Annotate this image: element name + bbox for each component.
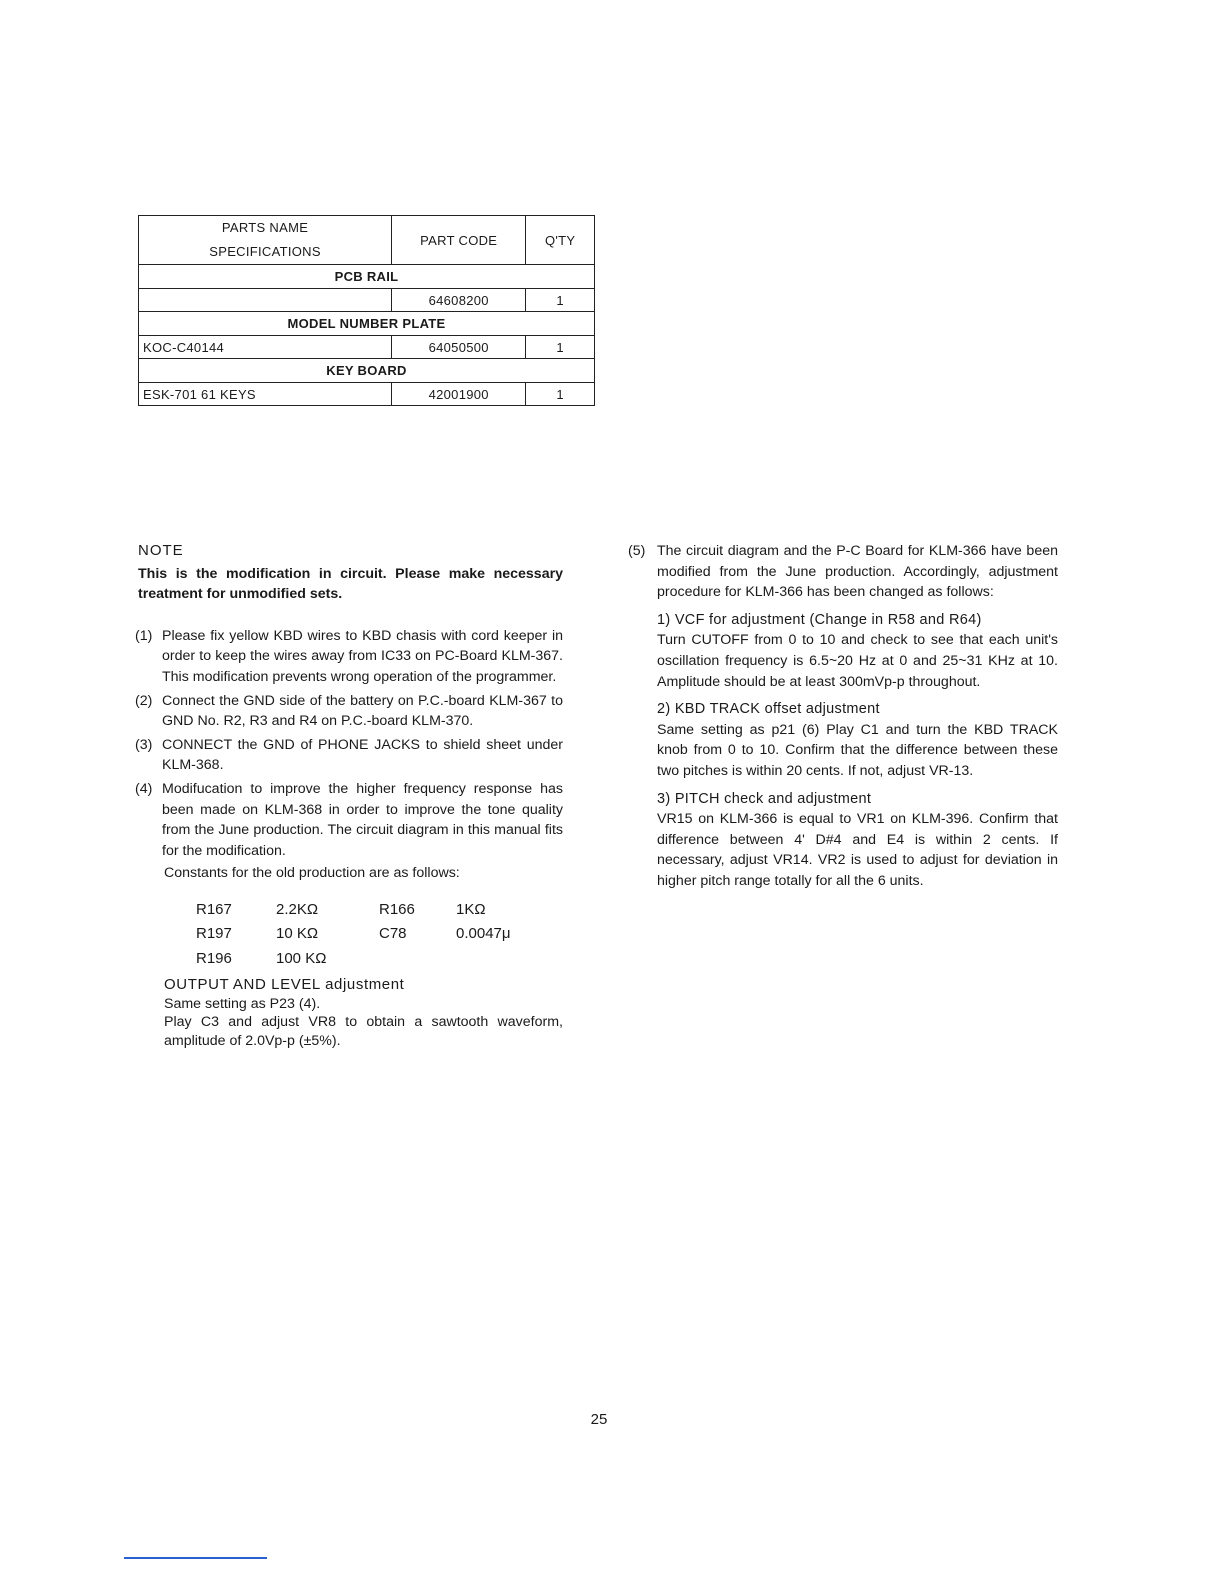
part-row: [139, 336, 595, 359]
constant-part: R196: [196, 949, 232, 967]
page-number: 25: [590, 1411, 608, 1428]
section-row: [139, 265, 595, 289]
header-parts-name-line1: PARTS NAME: [221, 220, 309, 235]
part-code: 64050500: [392, 336, 526, 359]
note-item-text: Please fix yellow KBD wires to KBD chasis with cord keeper in order to keep the wires away from IC33 on PC-Board KLM-367. This modification prevents wrong operation of the programmer.: [162, 627, 563, 685]
adjustment-step-title: 2) KBD TRACK offset adjustment: [657, 701, 880, 718]
adjustment-step-body: Turn CUTOFF from 0 to 10 and check to see that each unit's oscillation frequency is 6.5~20 Hz at 0 and 25~31 KHz at 10. Amplitude should be at least 300mVp-p throughout.: [657, 632, 1058, 690]
part-code: 64608200: [392, 289, 526, 312]
section-row: [139, 359, 595, 383]
constant-value: 100 KΩ: [276, 949, 327, 967]
note-item: [135, 735, 563, 776]
item5-column: [628, 541, 1058, 892]
section-title: MODEL NUMBER PLATE: [139, 312, 595, 336]
part-code: 42001900: [392, 383, 526, 406]
output-level-title: OUTPUT AND LEVEL adjustment: [164, 976, 405, 994]
parts-table-header-row: [139, 216, 595, 265]
adjustment-step: [628, 610, 1058, 692]
section-row: [139, 312, 595, 336]
header-qty: Q'TY: [526, 216, 595, 265]
parts-table: [138, 215, 595, 406]
section-title: PCB RAIL: [139, 265, 595, 289]
adjustment-step: [628, 699, 1058, 781]
note-item: [135, 779, 563, 861]
output-level-section: [138, 976, 563, 1050]
header-parts-name-line2: SPECIFICATIONS: [209, 244, 321, 259]
adjustment-step-body: Same setting as p21 (6) Play C1 and turn the KBD TRACK knob from 0 to 10. Confirm that the difference between these two pitches is within 20 cents. If not, adjust VR-13.: [657, 721, 1058, 779]
adjustment-step-title: 1) VCF for adjustment (Change in R58 and R64): [657, 611, 982, 628]
note-item-number: (4): [135, 780, 153, 797]
footer-rule: [124, 1557, 267, 1559]
constants-row: [196, 898, 546, 923]
header-part-code: PART CODE: [392, 216, 526, 265]
note-item-number: (3): [135, 736, 153, 753]
output-level-line: Play C3 and adjust VR8 to obtain a sawtooth waveform, amplitude of 2.0Vp-p (±5%).: [164, 1014, 563, 1049]
constants-intro: Constants for the old production are as follows:: [164, 865, 460, 882]
section-title: KEY BOARD: [139, 359, 595, 383]
constant-part: R197: [196, 925, 232, 943]
part-qty: 1: [526, 289, 595, 312]
output-level-line: Same setting as P23 (4).: [164, 995, 321, 1012]
note-title: NOTE: [138, 542, 184, 559]
note-item-number: (2): [135, 692, 153, 709]
note-item-number: (1): [135, 627, 153, 644]
constant-value: [456, 947, 546, 972]
part-row: [139, 383, 595, 406]
part-row: [139, 289, 595, 312]
adjustment-step-body: VR15 on KLM-366 is equal to VR1 on KLM-396. Confirm that difference between 4' D#4 and E4 is within 2 cents. If necessary, adjust VR14. VR2 is used to adjust for deviation in higher pitch range totally for all the 6 units.: [657, 811, 1058, 889]
constant-value: 1KΩ: [456, 900, 486, 918]
note-item-text: CONNECT the GND of PHONE JACKS to shield sheet under KLM-368.: [162, 736, 563, 774]
constant-part: C78: [379, 925, 407, 943]
constants-row: [196, 947, 546, 972]
header-parts-name: [139, 216, 392, 265]
part-qty: 1: [526, 383, 595, 406]
part-name: ESK-701 61 KEYS: [139, 383, 392, 406]
note-item-number: (5): [628, 543, 646, 559]
constant-value: 10 KΩ: [276, 925, 319, 943]
note-column: [135, 541, 563, 1050]
part-name: KOC-C40144: [139, 336, 392, 359]
part-name: [139, 289, 392, 312]
note-body: This is the modification in circuit. Please make necessary treatment for unmodified sets.: [138, 565, 563, 603]
part-qty: 1: [526, 336, 595, 359]
constant-value: 0.0047μ: [456, 925, 511, 943]
constant-part: [379, 947, 456, 972]
constants-table: [196, 898, 546, 972]
note-item-text: Modifucation to improve the higher frequency response has been made on KLM-368 in order to improve the tone quality from the June production. The circuit diagram in this manual fits for the modification.: [162, 780, 563, 859]
note-item-text: The circuit diagram and the P-C Board for KLM-366 have been modified from the June production. Accordingly, adjustment procedure for KLM-366 has been changed as follows:: [657, 543, 1058, 601]
constant-part: R166: [379, 900, 415, 918]
note-item: [135, 626, 563, 688]
constants-row: [196, 922, 546, 947]
constant-part: R167: [196, 900, 232, 918]
adjustment-step: [628, 789, 1058, 892]
adjustment-step-title: 3) PITCH check and adjustment: [657, 790, 872, 807]
constant-value: 2.2KΩ: [276, 900, 319, 918]
note-item-text: Connect the GND side of the battery on P.C.-board KLM-367 to GND No. R2, R3 and R4 on P.C.-board KLM-370.: [162, 692, 563, 730]
note-item: [135, 691, 563, 732]
note-item: [628, 541, 1058, 603]
